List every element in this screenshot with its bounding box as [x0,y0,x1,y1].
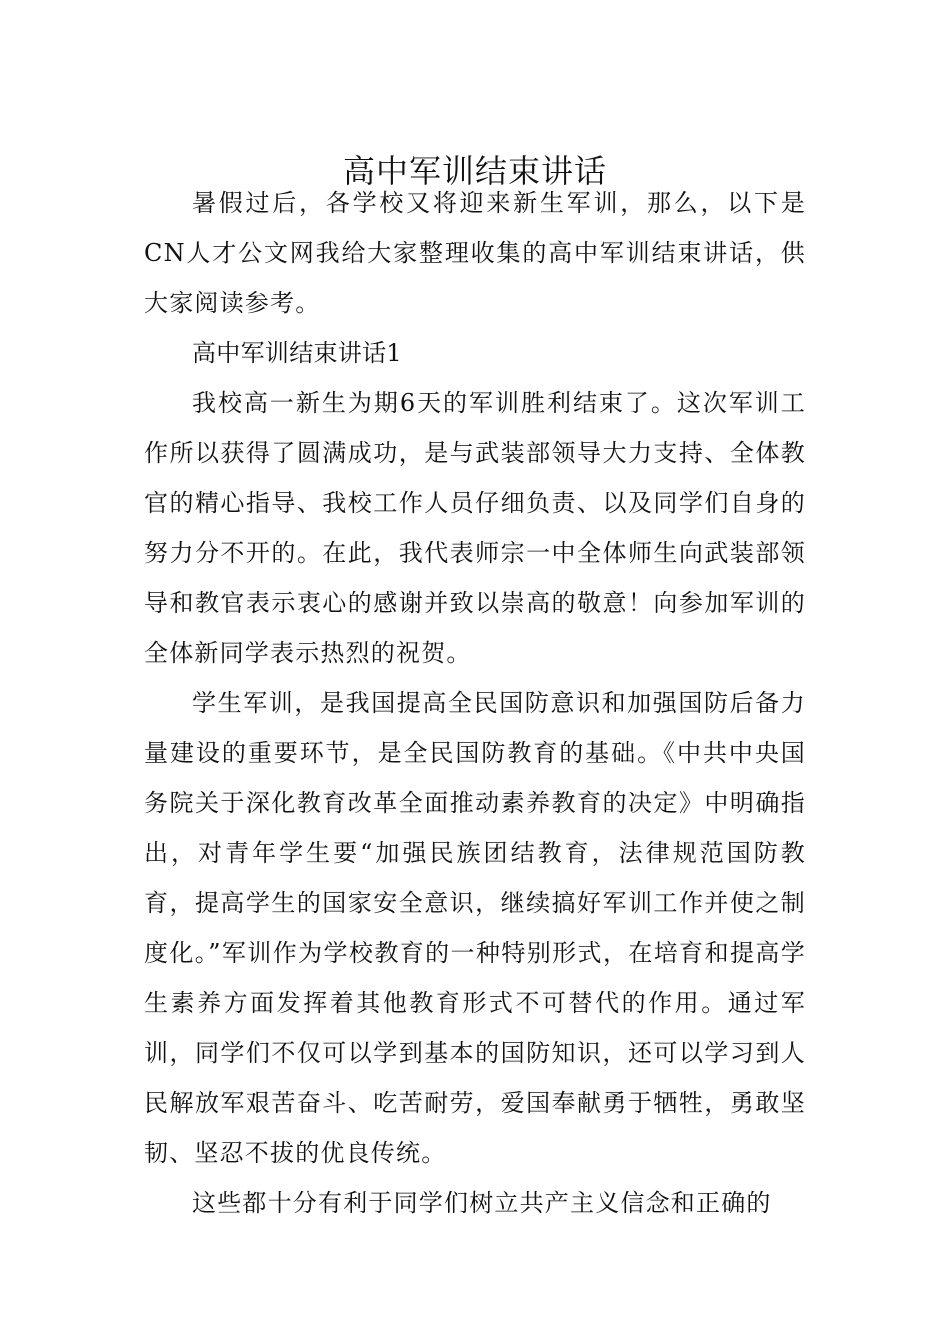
body-paragraph: 这些都十分有利于同学们树立共产主义信念和正确的 [192,1189,772,1217]
intro-paragraph: 暑假过后，各学校又将迎来新生军训，那么，以下是CN人才公文网我给大家整理收集的高中军训结束讲话，供大家阅读参考。 [144,189,806,317]
body-paragraph: 我校高一新生为期6天的军训胜利结束了。这次军训工作所以获得了圆满成功，是与武装部领导大力支持、全体教官的精心指导、我校工作人员仔细负责、以及同学们自身的努力分不开的。在此，我代表师宗一中全体师生向武装部领导和教官表示衷心的感谢并致以崇高的敬意！向参加军训的全体新同学表示热烈的祝贺。 [144,389,806,667]
section-heading: 高中军训结束讲话1 [192,339,402,367]
document-body [144,178,806,1228]
document-title: 高中军训结束讲话 [342,152,607,191]
body-paragraph: 学生军训，是我国提高全民国防意识和加强国防后备力量建设的重要环节，是全民国防教育的基础。《中共中央国务院关于深化教育改革全面推动素养教育的决定》中明确指出，对青年学生要“加强民族团结教育，法律规范国防教育，提高学生的国家安全意识，继续搞好军训工作并使之制度化。”军训作为学校教育的一种特别形式，在培育和提高学生素养方面发挥着其他教育形式不可替代的作用。通过军训，同学们不仅可以学到基本的国防知识，还可以学习到人民解放军艰苦奋斗、吃苦耐劳，爱国奉献勇于牺牲，勇敢坚韧、坚忍不拔的优良传统。 [144,689,806,1167]
